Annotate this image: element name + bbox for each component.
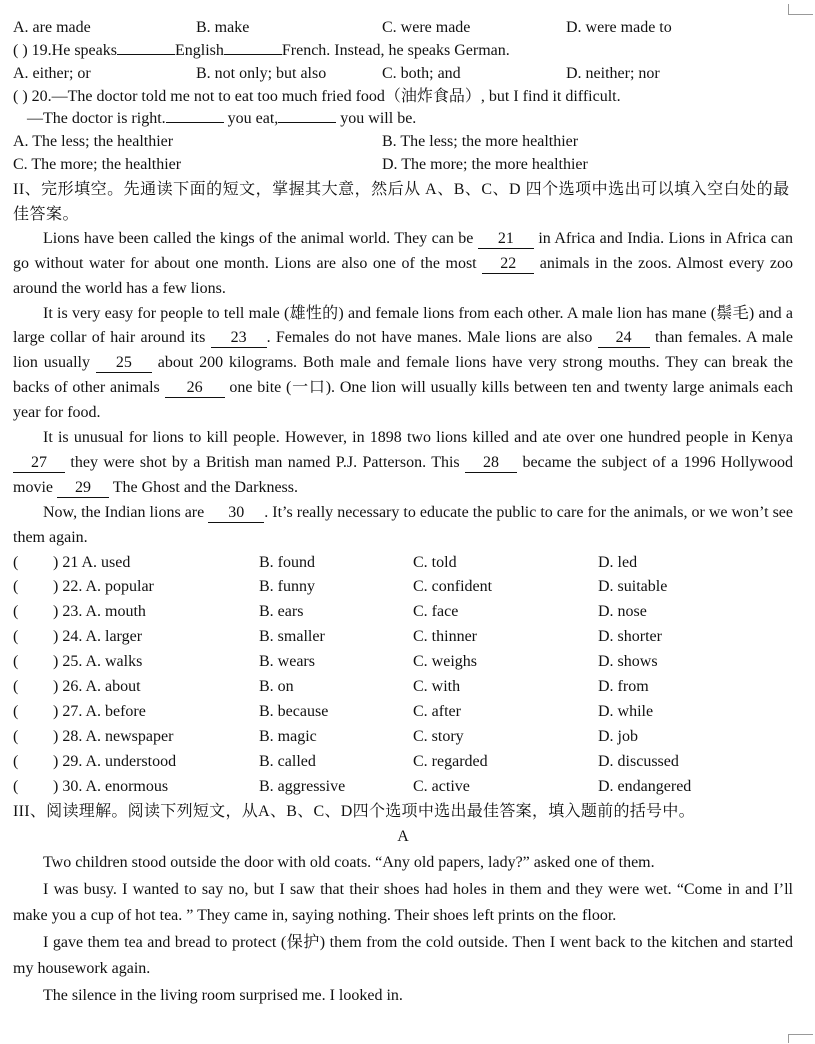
option-a: ) 29. A. understood: [53, 752, 177, 770]
option-row: [13, 775, 793, 800]
option-row: [13, 700, 793, 725]
option-b: B. funny: [259, 578, 315, 596]
option-a: ) 21 A. used: [53, 553, 131, 571]
passage-text: than females. A male lion usually: [13, 329, 793, 372]
answer-paren: (: [13, 727, 19, 745]
option-c: C. with: [413, 678, 461, 696]
option-b: B. found: [259, 553, 315, 571]
document-page: [13, 16, 793, 1009]
q20-option-c: C. The more; the healthier: [13, 155, 182, 173]
q18-option-a: A. are made: [13, 19, 91, 36]
option-row: [13, 600, 793, 625]
q20-stem: ( ) 20.—The doctor told me not to eat too much fried food（油炸食品）, but I find it difficult.: [13, 87, 621, 105]
q20-response: [13, 108, 793, 131]
passage-paragraph-3: [13, 426, 793, 501]
q19-question: [13, 40, 793, 63]
option-c: C. active: [413, 777, 470, 795]
option-d: D. led: [598, 553, 638, 571]
option-b: B. ears: [259, 603, 304, 621]
q19-option-b: B. not only; but also: [196, 64, 327, 82]
option-a: ) 22. A. popular: [53, 578, 154, 596]
answer-paren: (: [13, 702, 19, 720]
q19-stem-start: ( ) 19.He speaks: [13, 42, 117, 59]
option-d: D. while: [598, 702, 654, 720]
option-row: [13, 625, 793, 650]
option-row: [13, 650, 793, 675]
answer-paren: (: [13, 653, 19, 671]
passage-text: Lions have been called the kings of the animal world. They can be: [43, 229, 478, 247]
passage-text: about 200 kilograms. Both male and female lions have very strong mouths. They can break the backs of other animals: [13, 354, 794, 397]
reading-passage-label: A: [397, 828, 409, 846]
option-a: ) 26. A. about: [53, 678, 141, 696]
q20-blank-2: [278, 108, 336, 123]
q18-option-c: C. were made: [382, 19, 471, 36]
blank-23: 23: [211, 329, 267, 348]
q20-response-start: —The doctor is right.: [27, 110, 166, 128]
option-a: ) 25. A. walks: [53, 653, 143, 671]
q20-response-end: you will be.: [340, 110, 417, 128]
q19-stem-mid: English: [174, 42, 224, 59]
option-row: [13, 675, 793, 700]
option-a: ) 30. A. enormous: [53, 777, 169, 795]
option-d: D. from: [598, 678, 649, 696]
q20-options-ab: [13, 131, 793, 154]
passage-text: It is unusual for lions to kill people. However, in 1898 two lions killed and ate over one hundred people in Kenya: [43, 429, 793, 447]
q20-option-a: A. The less; the healthier: [13, 133, 174, 151]
option-b: B. wears: [259, 653, 315, 671]
option-c: C. face: [413, 603, 459, 621]
q19-blank-1: [117, 40, 175, 55]
option-d: D. shows: [598, 653, 658, 671]
passage-paragraph-1: [13, 227, 793, 302]
section-3-heading: III、阅读理解。阅读下列短文，从A、B、C、D四个选项中选出最佳答案，填入题前的括号中。: [13, 803, 695, 821]
option-d: D. nose: [598, 603, 647, 621]
q19-option-d: D. neither; nor: [566, 64, 660, 82]
q20-option-b: B. The less; the more healthier: [382, 133, 579, 151]
answer-paren: (: [13, 603, 19, 621]
answer-paren: (: [13, 553, 19, 571]
q19-stem-end: French. Instead, he speaks German.: [281, 42, 510, 59]
option-row: [13, 725, 793, 750]
passage-text: . It’s really necessary to educate the public to care for the animals, or we won’t see them again.: [13, 503, 794, 546]
cloze-options-list: [13, 551, 793, 800]
page-corner-mark-bottom: [788, 1034, 813, 1043]
passage-paragraph-4: [13, 501, 793, 551]
q19-option-a: A. either; or: [13, 64, 91, 82]
page-corner-mark-top: [788, 4, 813, 15]
passage-text: in Africa and India. Lions in Africa can go without water for about one month. Lions are also one of the most: [13, 229, 793, 272]
passage-text: . Females do not have manes. Male lions are also: [266, 329, 598, 347]
q20-option-d: D. The more; the more healthier: [382, 155, 588, 173]
passage-text: It is very easy for people to tell male (雄性的) and female lions from each other. A male lion has mane (鬃毛) and a large collar of hair around its: [13, 304, 793, 347]
blank-30: 30: [208, 504, 264, 523]
option-b: B. on: [259, 678, 294, 696]
reading-paragraph-2: I was busy. I wanted to say no, but I saw that their shoes had holes in them and they were wet. “Come in and I’ll make you a cup of hot tea. ” They came in, saying nothing. Their shoes left prints on the floor.: [13, 880, 793, 925]
option-c: C. thinner: [413, 628, 477, 646]
option-row: [13, 750, 793, 775]
option-b: B. called: [259, 752, 316, 770]
q20-response-mid: you eat,: [227, 110, 279, 128]
section-2-heading: II、完形填空。先通读下面的短文，掌握其大意，然后从 A、B、C、D 四个选项中选出可以填入空白处的最佳答案。: [13, 180, 790, 223]
option-d: D. job: [598, 727, 638, 745]
q18-option-d: D. were made to: [566, 19, 672, 36]
reading-paragraph-3: I gave them tea and bread to protect (保护) them from the cold outside. Then I went back to the kitchen and started my housework again.: [13, 933, 793, 978]
reading-paragraph-4: The silence in the living room surprised me. I looked in.: [43, 986, 403, 1004]
blank-27: 27: [13, 454, 65, 473]
option-d: D. discussed: [598, 752, 679, 770]
option-c: C. story: [413, 727, 464, 745]
option-d: D. endangered: [598, 777, 692, 795]
blank-21: 21: [478, 230, 534, 249]
blank-24: 24: [598, 329, 650, 348]
answer-paren: (: [13, 678, 19, 696]
option-a: ) 28. A. newspaper: [53, 727, 174, 745]
option-c: C. told: [413, 553, 457, 571]
option-d: D. suitable: [598, 578, 668, 596]
blank-26: 26: [165, 379, 225, 398]
option-row: [13, 575, 793, 600]
option-c: C. weighs: [413, 653, 477, 671]
answer-paren: (: [13, 752, 19, 770]
q19-options: [13, 63, 793, 86]
answer-paren: (: [13, 777, 19, 795]
passage-text: The Ghost and the Darkness.: [109, 478, 298, 496]
blank-25: 25: [96, 354, 152, 373]
passage-text: became the subject of a 1996 Hollywood movie: [13, 453, 794, 496]
blank-22: 22: [482, 255, 534, 274]
option-c: C. confident: [413, 578, 493, 596]
passage-text: they were shot by a British man named P.J. Patterson. This: [65, 453, 466, 471]
option-b: B. smaller: [259, 628, 325, 646]
option-c: C. regarded: [413, 752, 488, 770]
q19-blank-2: [224, 40, 282, 55]
option-a: ) 23. A. mouth: [53, 603, 146, 621]
q19-option-c: C. both; and: [382, 64, 461, 82]
option-d: D. shorter: [598, 628, 662, 646]
option-b: B. magic: [259, 727, 317, 745]
answer-paren: (: [13, 628, 19, 646]
option-b: B. aggressive: [259, 777, 346, 795]
q20-question: [13, 86, 793, 109]
passage-text: Now, the Indian lions are: [43, 503, 209, 521]
option-a: ) 24. A. larger: [53, 628, 143, 646]
q20-options-cd: [13, 154, 793, 177]
blank-28: 28: [465, 454, 517, 473]
passage-paragraph-2: [13, 302, 793, 427]
option-b: B. because: [259, 702, 329, 720]
q18-option-b: B. make: [196, 19, 250, 36]
q18-options: [13, 16, 793, 40]
option-a: ) 27. A. before: [53, 702, 146, 720]
reading-paragraph-1: Two children stood outside the door with old coats. “Any old papers, lady?” asked one of them.: [43, 854, 655, 872]
option-row: [13, 551, 793, 576]
passage-text: one bite (一口). One lion will usually kills between ten and twenty large animals each year for food.: [13, 379, 793, 422]
option-c: C. after: [413, 702, 461, 720]
q20-blank-1: [166, 108, 224, 123]
passage-text: animals in the zoos. Almost every zoo around the world has a few lions.: [13, 254, 794, 297]
blank-29: 29: [57, 479, 109, 498]
answer-paren: (: [13, 578, 19, 596]
